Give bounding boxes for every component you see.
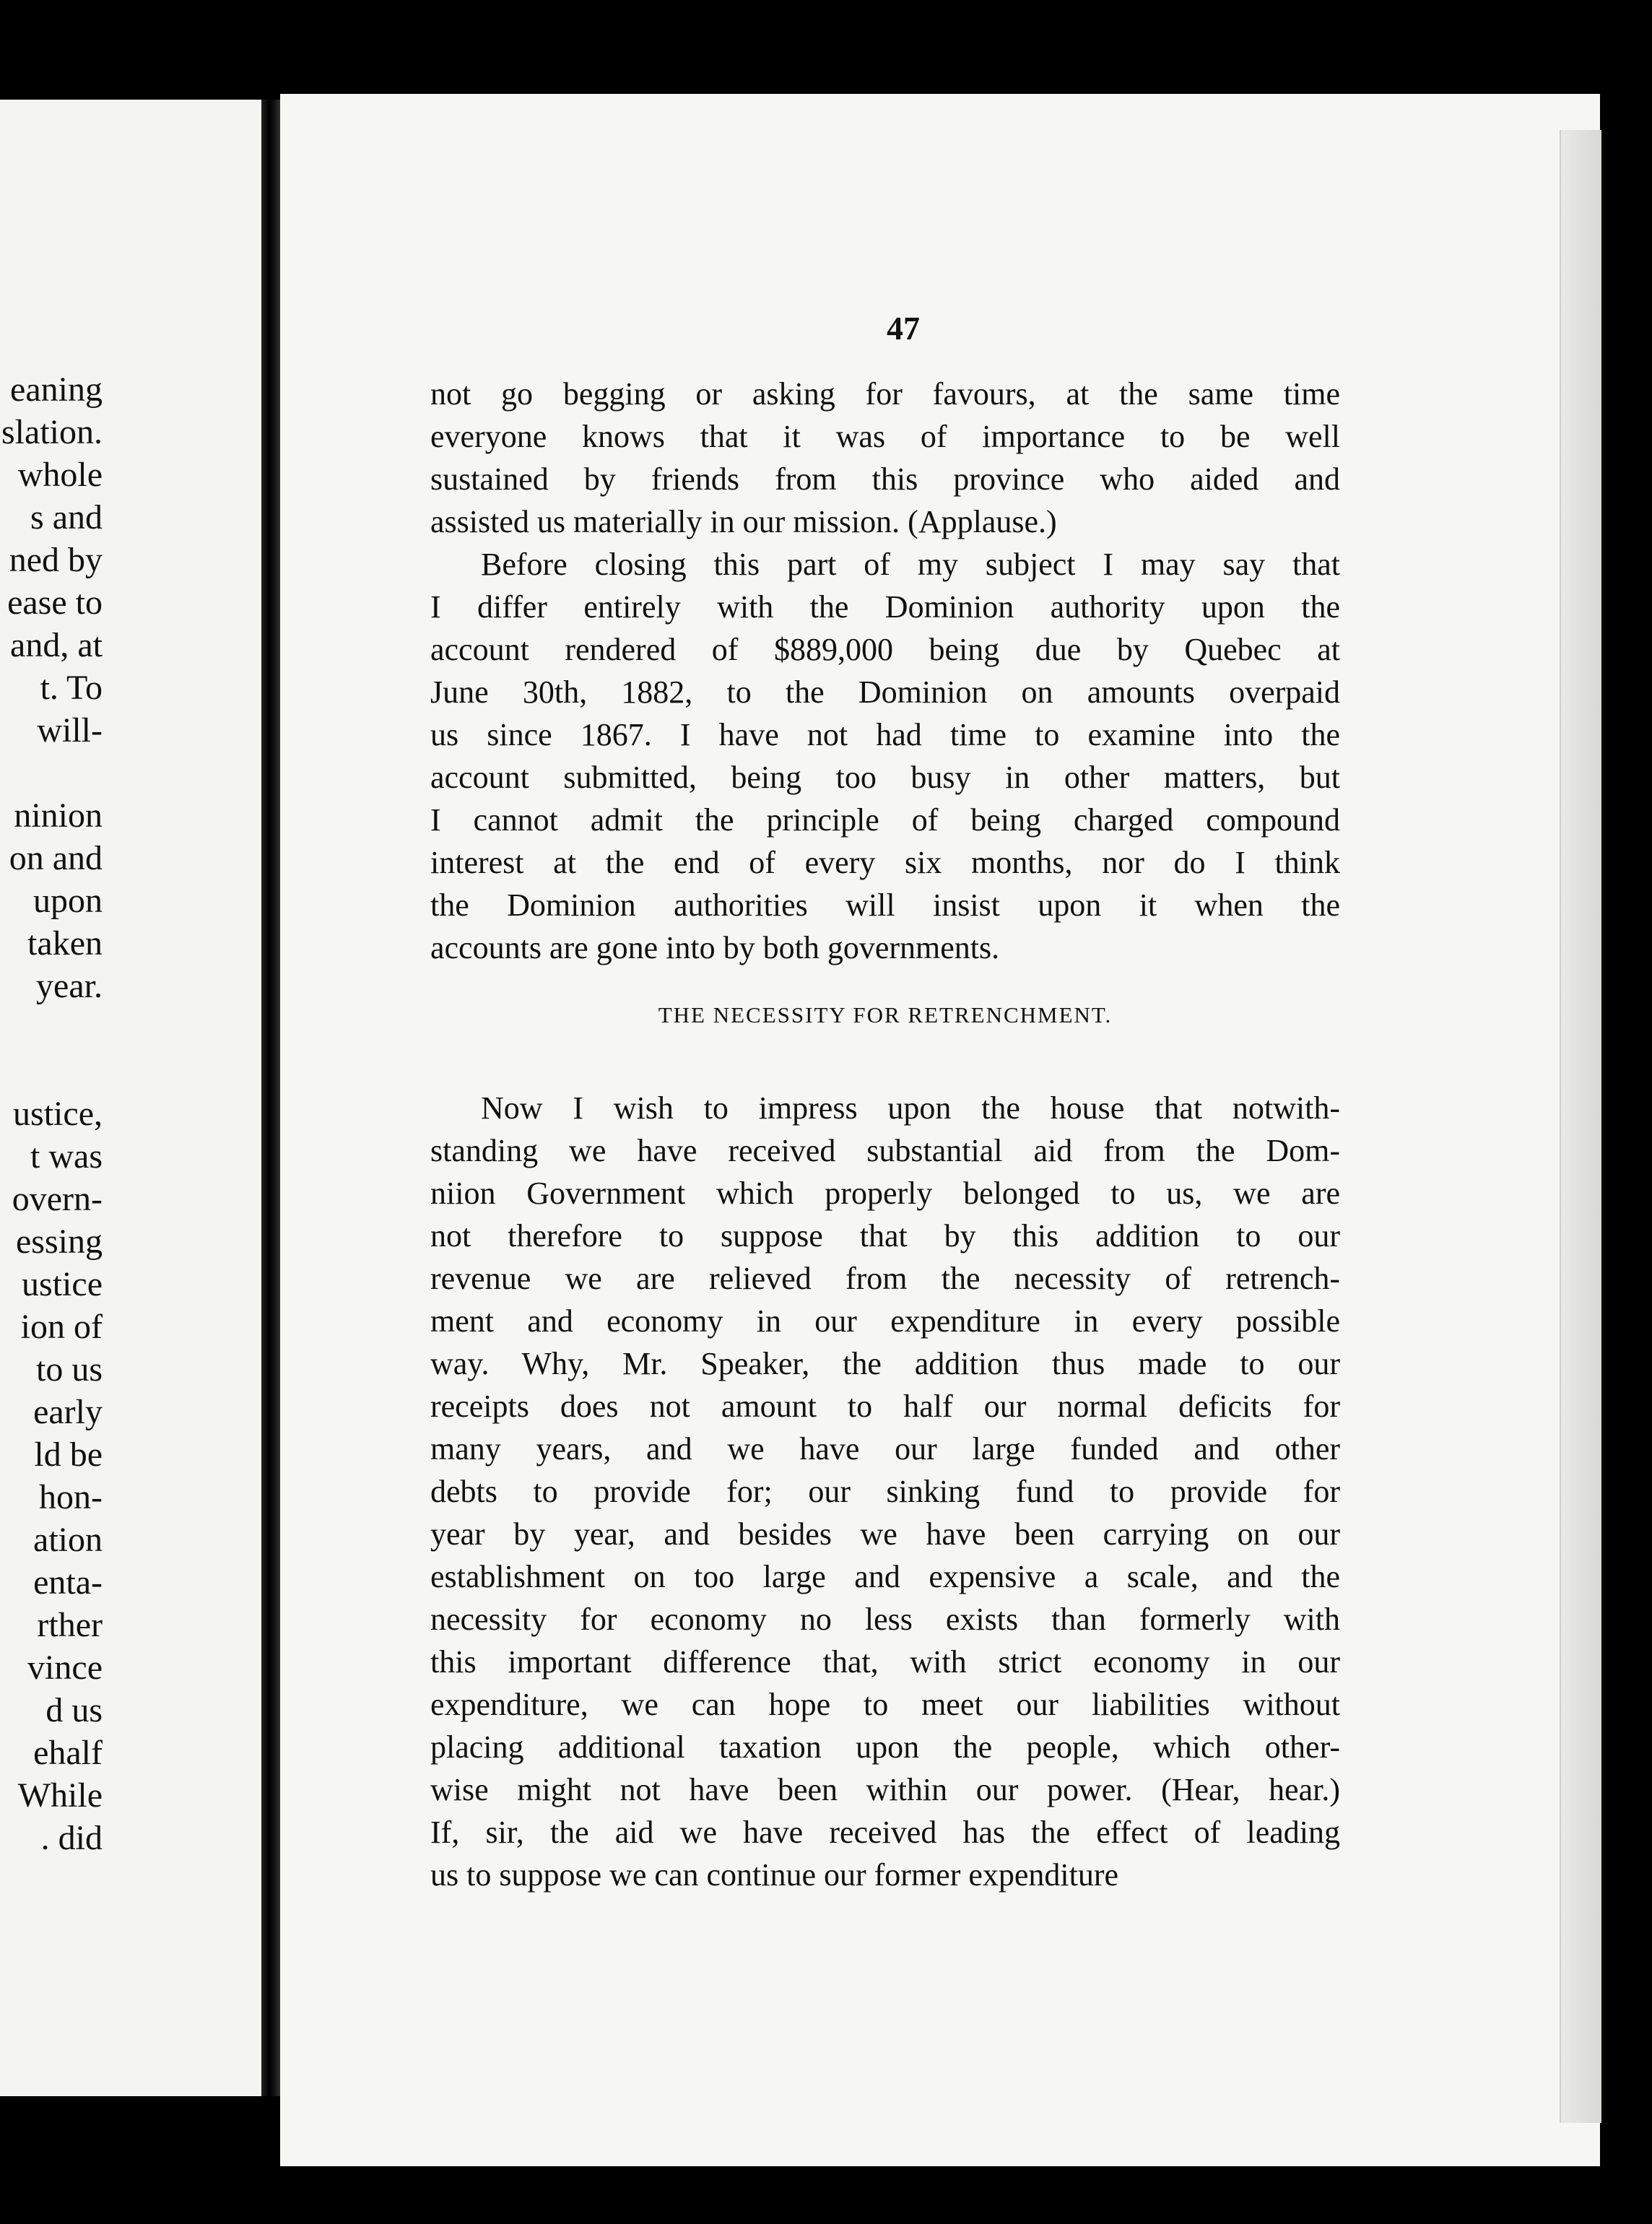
page-number: 47: [887, 310, 920, 347]
left-page-line: ease to: [7, 583, 103, 622]
text-line: I cannot admit the principle of being charged compound: [430, 802, 1340, 838]
left-page-line: slation.: [1, 413, 103, 451]
paragraph-3: [430, 1087, 1340, 1896]
left-page-line: whole: [17, 456, 103, 494]
left-page-line: essing: [16, 1222, 103, 1261]
text-line: us since 1867. I have not had time to examine into the: [430, 717, 1340, 752]
paragraph-2: [430, 543, 1340, 969]
text-line: Before closing this part of my subject I may say that: [481, 547, 1340, 582]
left-page-line: ninion: [14, 796, 103, 835]
left-page-line: and, at: [10, 626, 103, 664]
text-line: not go begging or asking for favours, at the same time: [430, 376, 1340, 412]
text-line: the Dominion authorities will insist upon it when the: [430, 887, 1340, 923]
text-line: receipts does not amount to half our normal deficits for: [430, 1389, 1340, 1424]
text-line: assisted us materially in our mission. (Applause.): [430, 504, 1057, 539]
left-page-line: year.: [36, 967, 103, 1005]
left-page-line: . did: [40, 1819, 103, 1857]
left-page-line: upon: [33, 882, 103, 920]
left-page-line: ustice: [22, 1265, 103, 1303]
body-text-top: [430, 373, 1340, 969]
left-page-line: ion of: [20, 1308, 103, 1346]
page-edge: [1560, 130, 1601, 2123]
text-line: way. Why, Mr. Speaker, the addition thus made to our: [430, 1346, 1340, 1381]
left-page-line: ation: [33, 1521, 103, 1559]
left-page-line: ustice,: [13, 1095, 103, 1133]
left-page-line: overn-: [12, 1180, 103, 1218]
left-page-line: rther: [37, 1606, 103, 1644]
left-facing-page: [0, 100, 261, 2096]
text-line: placing additional taxation upon the people, which other-: [430, 1729, 1340, 1765]
book-gutter: [261, 100, 280, 2096]
text-line: account submitted, being too busy in other matters, but: [430, 760, 1340, 795]
text-line: necessity for economy no less exists than formerly with: [430, 1602, 1340, 1637]
left-page-line: ned by: [9, 541, 103, 579]
text-line: accounts are gone into by both governments.: [430, 930, 1000, 965]
left-page-line: to us: [35, 1350, 103, 1389]
left-page-line: [0, 752, 103, 794]
text-line: I differ entirely with the Dominion authority upon the: [430, 589, 1340, 625]
left-page-line: [0, 1050, 103, 1093]
text-line: ment and economy in our expenditure in every possible: [430, 1303, 1340, 1339]
left-page-line: eaning: [10, 370, 103, 409]
left-page-line: t was: [30, 1137, 103, 1176]
text-line: this important difference that, with strict economy in our: [430, 1644, 1340, 1680]
left-page-line: taken: [27, 924, 103, 963]
text-line: not therefore to suppose that by this addition to our: [430, 1218, 1340, 1254]
text-line: standing we have received substantial aid from the Dom-: [430, 1133, 1340, 1168]
text-line: us to suppose we can continue our former expenditure: [430, 1857, 1119, 1893]
left-page-line: enta-: [33, 1563, 103, 1602]
text-line: account rendered of $889,000 being due by Quebec at: [430, 632, 1340, 667]
left-page-line: t. To: [40, 669, 103, 707]
text-line: If, sir, the aid we have received has the effect of leading: [430, 1815, 1340, 1850]
left-page-line: ld be: [34, 1435, 103, 1474]
text-line: expenditure, we can hope to meet our liabilities without: [430, 1687, 1340, 1722]
text-line: establishment on too large and expensive a scale, and the: [430, 1559, 1340, 1594]
text-line: wise might not have been within our power. (Hear, hear.): [430, 1772, 1340, 1807]
left-page-line: s and: [30, 498, 103, 537]
text-line: many years, and we have our large funded and other: [430, 1431, 1340, 1467]
left-page-line: will-: [37, 711, 103, 750]
text-line: June 30th, 1882, to the Dominion on amounts overpaid: [430, 674, 1340, 710]
text-line: debts to provide for; our sinking fund to provide for: [430, 1474, 1340, 1509]
text-line: revenue we are relieved from the necessity of retrench-: [430, 1261, 1340, 1296]
body-text-bottom: [430, 1087, 1340, 1896]
left-page-line: [0, 1007, 103, 1050]
left-page-text: [0, 368, 103, 1859]
left-page-line: While: [17, 1776, 103, 1815]
left-page-line: d us: [45, 1691, 103, 1729]
text-line: everyone knows that it was of importance to be well: [430, 419, 1340, 454]
left-page-line: ehalf: [33, 1734, 103, 1772]
section-heading: THE NECESSITY FOR RETRENCHMENT.: [658, 1002, 1113, 1028]
left-page-line: on and: [9, 839, 103, 877]
left-page-line: vince: [27, 1649, 103, 1687]
text-line: sustained by friends from this province who aided and: [430, 461, 1340, 497]
text-line: Now I wish to impress upon the house that notwith-: [481, 1090, 1340, 1126]
left-page-line: early: [33, 1393, 103, 1431]
text-line: interest at the end of every six months, nor do I think: [430, 845, 1340, 880]
text-line: year by year, and besides we have been carrying on our: [430, 1516, 1340, 1552]
paragraph-1: [430, 373, 1340, 543]
text-line: niion Government which properly belonged to us, we are: [430, 1176, 1340, 1211]
left-page-line: hon-: [39, 1478, 103, 1516]
